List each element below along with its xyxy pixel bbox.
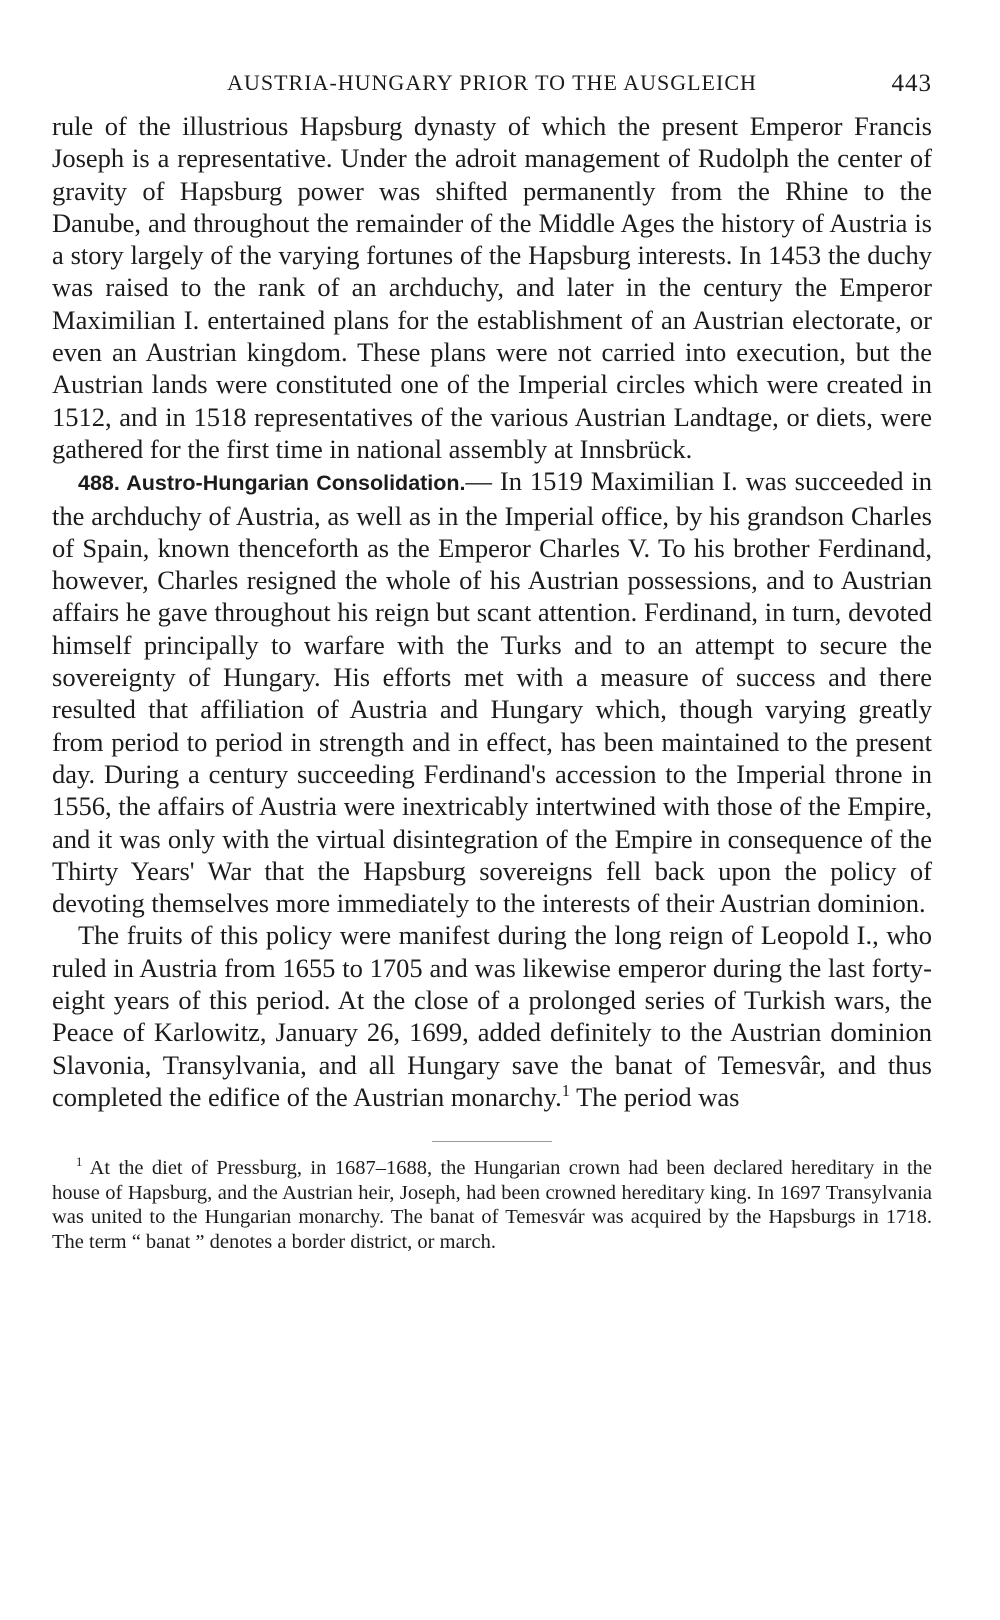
page-number: 443 (891, 70, 932, 97)
running-header (52, 70, 932, 110)
section-body: was succeeded in the archduchy of Austria, as well as in the Imperial office, by his grandson Charles of Spain, known thenceforth as the Emperor Charles V. To his brother Ferdinand, however, Charles resigned the whole of his Austrian possessions, and to Austrian affairs he gave throughout his reign but scant attention. Ferdinand, in turn, devoted himself principally to warfare with the Turks and to an attempt to secure the sovereignty of Hungary. His efforts met with a measure of success and there resulted that affiliation of Austria and Hungary which, though varying greatly from period to period in strength and in effect, has been maintained to the present day. During a century succeeding Ferdinand's accession to the Imperial throne in 1556, the affairs of Austria were inextricably intertwined with those of the Empire, and it was only with the virtual disintegration of the Empire in consequence of the Thirty Years' War that the Hapsburg sovereigns fell back upon the policy of devoting themselves more immediately to the interests of their Austrian dominion. (52, 466, 932, 919)
footnote-text-block (52, 1156, 932, 1254)
paragraph-leopold-tail: The period was (569, 1081, 740, 1112)
section-heading: 488. Austro-Hungarian Consolidation. (78, 471, 466, 496)
body-text (52, 110, 932, 1113)
running-title: AUSTRIA-HUNGARY PRIOR TO THE AUSGLEICH (227, 70, 757, 95)
footnote (52, 1156, 932, 1254)
footnote-divider (432, 1141, 552, 1142)
paragraph-section-488 (52, 465, 932, 919)
paragraph-leopold (52, 919, 932, 1113)
paragraph-leopold-text: The fruits of this policy were manifest during the long reign of Leopold I., who ruled in Austria from 1655 to 1705 and was likewise emperor during the last forty-eight years of this period. At the close of a prolonged series of Turkish wars, the Peace of Karlowitz, January 26, 1699, added definitely to the Austrian dominion Slavonia, Transylvania, and all Hungary save the banat of Temesvâr, and thus completed the edifice of the Austrian monarchy. (52, 920, 932, 1112)
footnote-text: At the diet of Pressburg, in 1687–1688, the Hungarian crown had been declared hereditary in the house of Hapsburg, and the Austrian heir, Joseph, had been crowned hereditary king. In 1697 Transylvania was united to the Hungarian monarchy. The banat of Temesvár was acquired by the Hapsburgs in 1718. The term “ banat ” denotes a border district, or march. (52, 1157, 932, 1253)
book-page (52, 70, 932, 1255)
section-lead-in: — In 1519 Maximilian I. (465, 466, 738, 497)
footnote-reference[interactable]: 1 (561, 1081, 570, 1101)
paragraph-continued: rule of the illustrious Hapsburg dynasty of which the present Emperor Francis Joseph is a representative. Under the adroit management of Rudolph the center of gravity of Hapsburg power was shifted permanently from the Rhine to the Danube, and throughout the remainder of the Middle Ages the history of Austria is a story largely of the varying fortunes of the Hapsburg interests. In 1453 the duchy was raised to the rank of an archduchy, and later in the century the Emperor Maximilian I. entertained plans for the establishment of an Austrian electorate, or even an Austrian kingdom. These plans were not carried into execution, but the Austrian lands were constituted one of the Imperial circles which were created in 1512, and in 1518 representatives of the various Austrian Landtage, or diets, were gathered for the first time in national assembly at Innsbrück. (52, 111, 932, 464)
footnote-marker: 1 (76, 1155, 83, 1170)
